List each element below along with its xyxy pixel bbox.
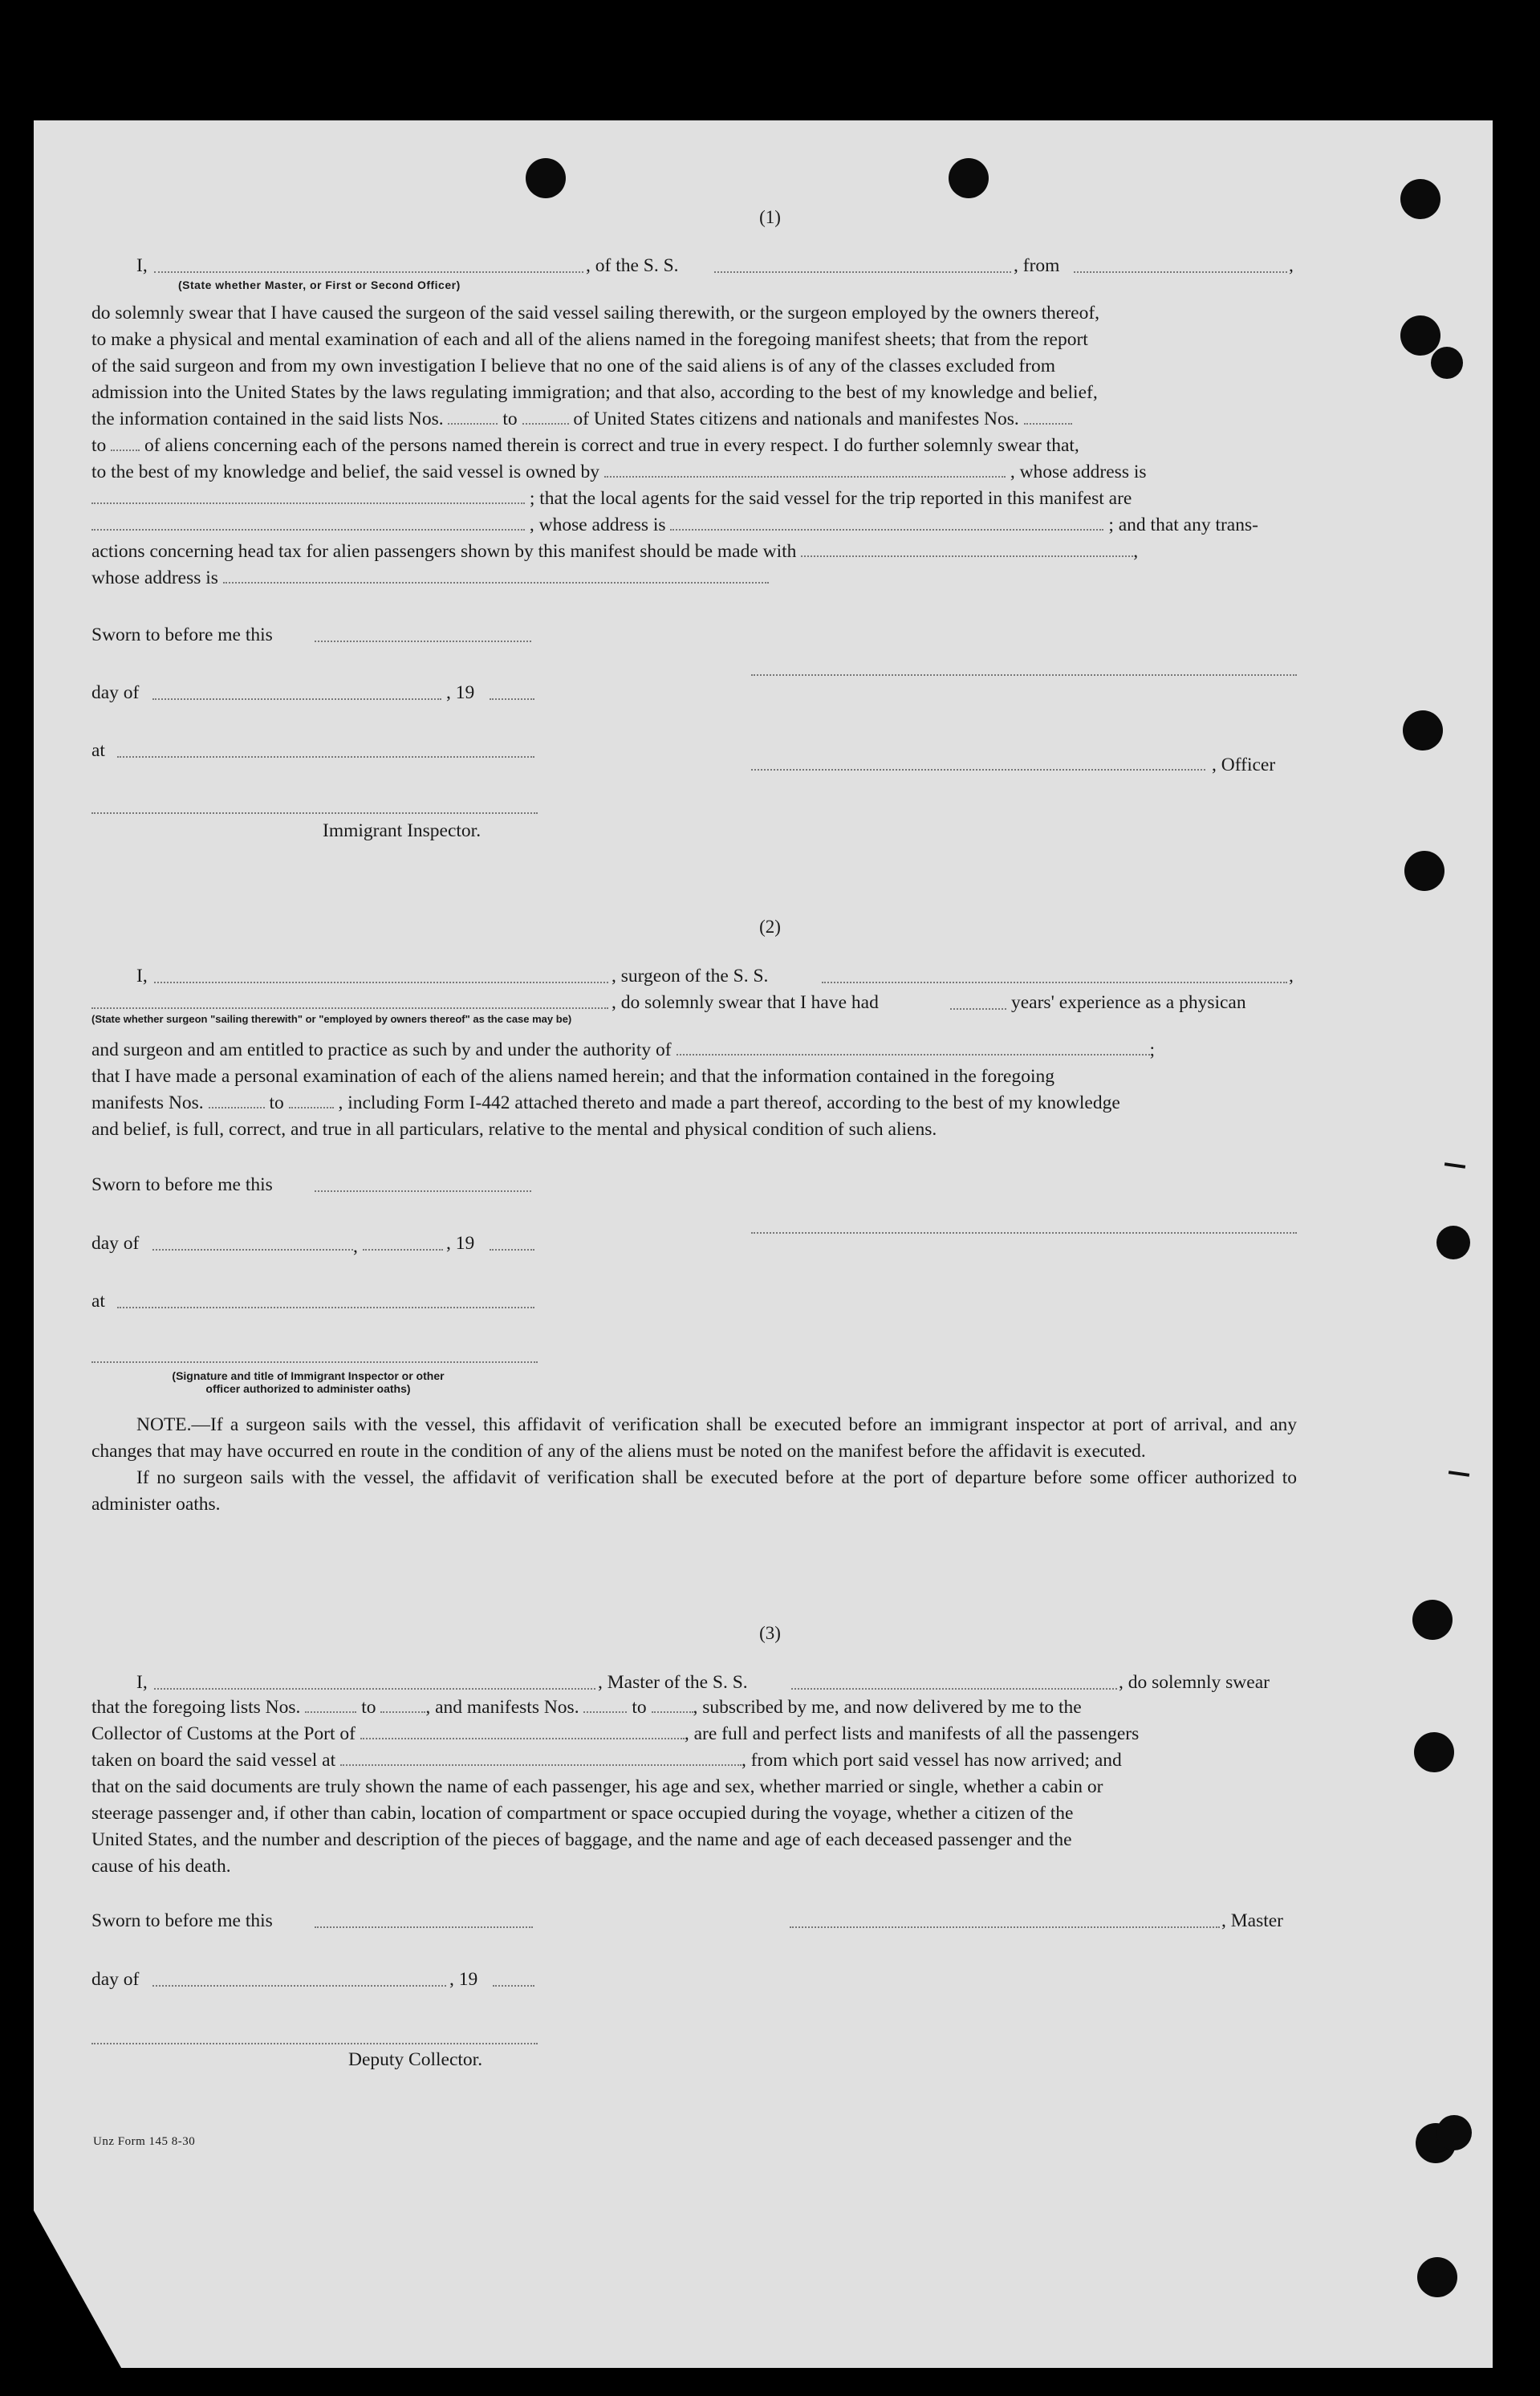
s3-manifests-to-field[interactable] — [652, 1695, 693, 1713]
s1-sworn-label: Sworn to before me this — [91, 624, 273, 645]
s2-signature-hint-2: officer authorized to administer oaths) — [205, 1382, 411, 1395]
s2-sworn-field[interactable] — [315, 1190, 531, 1192]
s2-body — [91, 1037, 1297, 1143]
s1-from-label: , from — [1014, 255, 1060, 276]
s1-head-tax-field[interactable] — [801, 539, 1133, 557]
s3-line-7: cause of his death. — [91, 1856, 231, 1877]
s1-lists-to-field[interactable] — [522, 407, 569, 425]
section-1-number: (1) — [759, 207, 781, 227]
s2-signature-hint-1: (Signature and title of Immigrant Inspector or other — [172, 1369, 445, 1382]
s2-day-field-2[interactable] — [363, 1249, 443, 1251]
s1-head-tax-label: actions concerning head tax for alien passengers shown by this manifest should be made with — [91, 541, 797, 562]
s1-officer-field[interactable] — [154, 271, 583, 273]
s3-lists-full-label: , are full and perfect lists and manifests of all the passengers — [684, 1723, 1140, 1744]
s1-at-field[interactable] — [117, 756, 534, 758]
s1-line-4: admission into the United States by the laws regulating immigration; and that also, according to the best of my knowledge and belief, — [91, 382, 1098, 403]
s1-lists-label: the information contained in the said lists Nos. — [91, 409, 444, 429]
s1-line-1: do solemnly swear that I have caused the surgeon of the said vessel sailing therewith, or the surgeon employed by the owners thereof, — [91, 303, 1100, 323]
s1-agents-field[interactable] — [91, 513, 525, 531]
punch-hole — [1404, 851, 1445, 891]
s3-body — [91, 1694, 1297, 1880]
s3-master-name-field[interactable] — [154, 1688, 595, 1690]
section-3-number: (3) — [759, 1623, 781, 1643]
s1-day-field[interactable] — [152, 698, 441, 700]
punch-hole — [949, 158, 989, 198]
s1-officer-label: , Officer — [1212, 755, 1276, 775]
s1-owner-address-label: , whose address is — [1010, 462, 1147, 482]
s3-manifests-label: , and manifests Nos. — [425, 1697, 579, 1718]
s3-collector-sign-field[interactable] — [91, 2043, 538, 2044]
s1-line-6-text: of aliens concerning each of the persons named therein is correct and true in every respect. I do further solemnly swear that, — [144, 435, 1079, 456]
s2-surgeon-name-field[interactable] — [154, 982, 608, 983]
s1-lists-to-label: to — [502, 409, 518, 429]
s1-head-tax-address-label: whose address is — [91, 567, 218, 588]
s3-master-sign-field[interactable] — [790, 1926, 1220, 1928]
s2-inspector-sign-field[interactable] — [91, 1361, 538, 1363]
s3-manifests-from-field[interactable] — [583, 1695, 627, 1713]
s1-officer-hint: (State whether Master, or First or Second Officer) — [178, 279, 461, 291]
punch-hole — [1403, 710, 1443, 751]
s1-line-10: actions concerning head tax for alien passengers shown by this manifest should be made with , — [91, 541, 1139, 562]
s1-line-8 — [91, 486, 1297, 512]
s2-signature-hint — [91, 1369, 525, 1395]
s3-master-label: , Master — [1221, 1910, 1284, 1931]
s2-surgeon-type-field[interactable] — [91, 1007, 608, 1009]
s2-note-2-wrap — [91, 1465, 1297, 1518]
s1-comma: , — [1289, 255, 1294, 276]
s3-line-6: United States, and the number and description of the pieces of baggage, and the name and age of each deceased passenger and the — [91, 1829, 1072, 1850]
s1-manifests-to-label: to — [91, 435, 107, 456]
s3-collector-label: Deputy Collector. — [348, 2049, 483, 2070]
s1-line-7 — [91, 459, 1297, 486]
punch-hole — [1436, 1226, 1470, 1259]
s3-vessel-field[interactable] — [791, 1688, 1117, 1690]
s2-vessel-field[interactable] — [822, 982, 1287, 983]
s3-port-label: Collector of Customs at the Port of — [91, 1723, 356, 1744]
s2-years-label: years' experience as a physican — [1011, 992, 1246, 1013]
s3-i-label: I, — [136, 1672, 148, 1693]
s3-line-1 — [91, 1694, 1297, 1721]
s1-manifests-to-field[interactable] — [111, 433, 140, 451]
s2-notes — [91, 1412, 1297, 1518]
s2-line-1: and surgeon and am entitled to practice as such by and under the authority of ; — [91, 1039, 1156, 1060]
s2-authority-field[interactable] — [677, 1038, 1150, 1056]
s2-manifests-to-label: to — [269, 1092, 284, 1113]
s3-sworn-field[interactable] — [315, 1926, 533, 1928]
s3-master-of-label: , Master of the S. S. — [598, 1672, 748, 1693]
s3-line-3 — [91, 1747, 1297, 1774]
s1-signature-line-1[interactable] — [751, 674, 1297, 676]
s3-line-2 — [91, 1721, 1297, 1747]
s1-inspector-label: Immigrant Inspector. — [323, 820, 482, 841]
s1-manifests-from-field[interactable] — [1024, 407, 1072, 425]
punch-hole — [526, 158, 566, 198]
s2-comma: , — [1289, 966, 1294, 986]
s1-manifests-label: of United States citizens and nationals and manifestes Nos. — [573, 409, 1019, 429]
s2-manifests-from-field[interactable] — [209, 1091, 265, 1109]
s3-port-field[interactable] — [360, 1722, 685, 1739]
s3-arrived-label: , from which port said vessel has now arrived; and — [741, 1750, 1122, 1771]
s2-day-label: day of — [91, 1233, 140, 1254]
s1-owner-field[interactable] — [604, 460, 1006, 478]
s1-i-label: I, — [136, 255, 148, 276]
s2-form-label: , including Form I-442 attached thereto and made a part thereof, according to the best of my knowledge — [338, 1092, 1120, 1113]
section-2-number: (2) — [759, 917, 781, 937]
s2-signature-line[interactable] — [751, 1232, 1297, 1234]
s2-note-1-wrap — [91, 1412, 1297, 1465]
s3-sworn-label: Sworn to before me this — [91, 1910, 273, 1931]
punch-hole — [1436, 2115, 1472, 2150]
s2-day-comma: , — [353, 1236, 358, 1257]
s1-head-tax-address-field[interactable] — [223, 566, 769, 584]
s2-year-label: , 19 — [446, 1233, 475, 1254]
s2-day-field[interactable] — [152, 1249, 353, 1251]
s3-subscribed-label: , subscribed by me, and now delivered by me to the — [693, 1697, 1082, 1718]
punch-hole — [1417, 2257, 1457, 2297]
s2-sworn-label: Sworn to before me this — [91, 1174, 273, 1195]
s1-line-2: to make a physical and mental examination of each and all of the aliens named in the foregoing manifest sheets; that from the report — [91, 329, 1088, 350]
s1-sworn-field[interactable] — [315, 641, 531, 642]
s1-year-label: , 19 — [446, 682, 475, 703]
s1-agents-address-label: , whose address is — [529, 515, 666, 535]
s3-line-5: steerage passenger and, if other than cabin, location of compartment or space occupied during the voyage, whether a citizen of the — [91, 1803, 1074, 1824]
s2-manifests-label: manifests Nos. — [91, 1092, 204, 1113]
s2-swear-label: , do solemnly swear that I have had — [612, 992, 879, 1013]
s1-line-3: of the said surgeon and from my own investigation I believe that no one of the said aliens is of any of the classes excluded from — [91, 356, 1056, 376]
s2-note-1: NOTE.—If a surgeon sails with the vessel, this affidavit of verification shall be executed before an immigrant inspector at port of arrival, and any changes that may have occurred en route in the condition of any of the aliens must be noted on the manifest before the affidavit is executed. — [91, 1414, 1297, 1462]
s2-years-field[interactable] — [950, 1008, 1006, 1010]
s1-line-5 — [91, 406, 1297, 433]
s2-manifests-to-field[interactable] — [289, 1091, 334, 1109]
s1-transactions-label: ; and that any trans- — [1108, 515, 1258, 535]
s2-surgeon-of-label: , surgeon of the S. S. — [612, 966, 769, 986]
s1-agents-label: ; that the local agents for the said vessel for the trip reported in this manifest are — [529, 488, 1132, 509]
s1-line-9 — [91, 512, 1297, 539]
s1-day-label: day of — [91, 682, 140, 703]
s3-lists-to-label: to — [361, 1697, 376, 1718]
s1-lists-from-field[interactable] — [448, 407, 498, 425]
s2-line-2: that I have made a personal examination of each of the aliens named herein; and that the information contained in the foregoing — [91, 1066, 1055, 1087]
s3-lists-label: that the foregoing lists Nos. — [91, 1697, 301, 1718]
punch-hole — [1431, 347, 1463, 379]
s3-year-label: , 19 — [449, 1969, 478, 1990]
s3-lists-to-field[interactable] — [380, 1695, 425, 1713]
s2-i-label: I, — [136, 966, 148, 986]
s3-lists-from-field[interactable] — [305, 1695, 356, 1713]
s1-inspector-sign-field[interactable] — [91, 812, 538, 814]
s1-year-field[interactable] — [490, 698, 534, 700]
s1-body — [91, 300, 1297, 592]
s1-of-ss-label: , of the S. S. — [586, 255, 679, 276]
s1-agents-address-field[interactable] — [670, 513, 1103, 531]
s2-at-field[interactable] — [117, 1307, 534, 1308]
punch-hole — [1414, 1732, 1454, 1772]
s2-note-2: If no surgeon sails with the vessel, the affidavit of verification shall be executed before at the port of departure before some officer authorized to administer oaths. — [91, 1467, 1297, 1515]
s3-taken-field[interactable] — [340, 1748, 742, 1766]
s1-owned-label: to the best of my knowledge and belief, the said vessel is owned by — [91, 462, 600, 482]
s2-line-4: and belief, is full, correct, and true in all particulars, relative to the mental and physical condition of such aliens. — [91, 1119, 937, 1140]
s1-line-6 — [91, 433, 1297, 459]
s1-from-field[interactable] — [1074, 271, 1287, 273]
s1-vessel-field[interactable] — [714, 271, 1011, 273]
s1-owner-address-field[interactable] — [91, 486, 525, 504]
s2-authority-label: and surgeon and am entitled to practice as such by and under the authority of — [91, 1039, 672, 1060]
s3-manifests-to-label: to — [632, 1697, 647, 1718]
s3-day-label: day of — [91, 1969, 140, 1990]
punch-hole — [1400, 315, 1440, 356]
s1-at-label: at — [91, 740, 105, 761]
s2-line-3 — [91, 1090, 1297, 1117]
s1-officer-sign-field[interactable] — [751, 769, 1205, 771]
s2-year-field[interactable] — [490, 1249, 534, 1251]
s3-swear-label: , do solemnly swear — [1119, 1672, 1270, 1693]
s3-taken-label: taken on board the said vessel at — [91, 1750, 336, 1771]
s2-at-label: at — [91, 1291, 105, 1312]
s1-line-11 — [91, 565, 1297, 592]
form-number: Unz Form 145 8-30 — [93, 2135, 196, 2148]
s2-surgeon-type-hint: (State whether surgeon "sailing therewith" or "employed by owners thereof" as the case may be) — [91, 1013, 572, 1025]
s3-day-field[interactable] — [152, 1985, 446, 1987]
s3-year-field[interactable] — [493, 1985, 534, 1987]
s3-line-4: that on the said documents are truly shown the name of each passenger, his age and sex, whether married or single, whether a cabin or — [91, 1776, 1103, 1797]
